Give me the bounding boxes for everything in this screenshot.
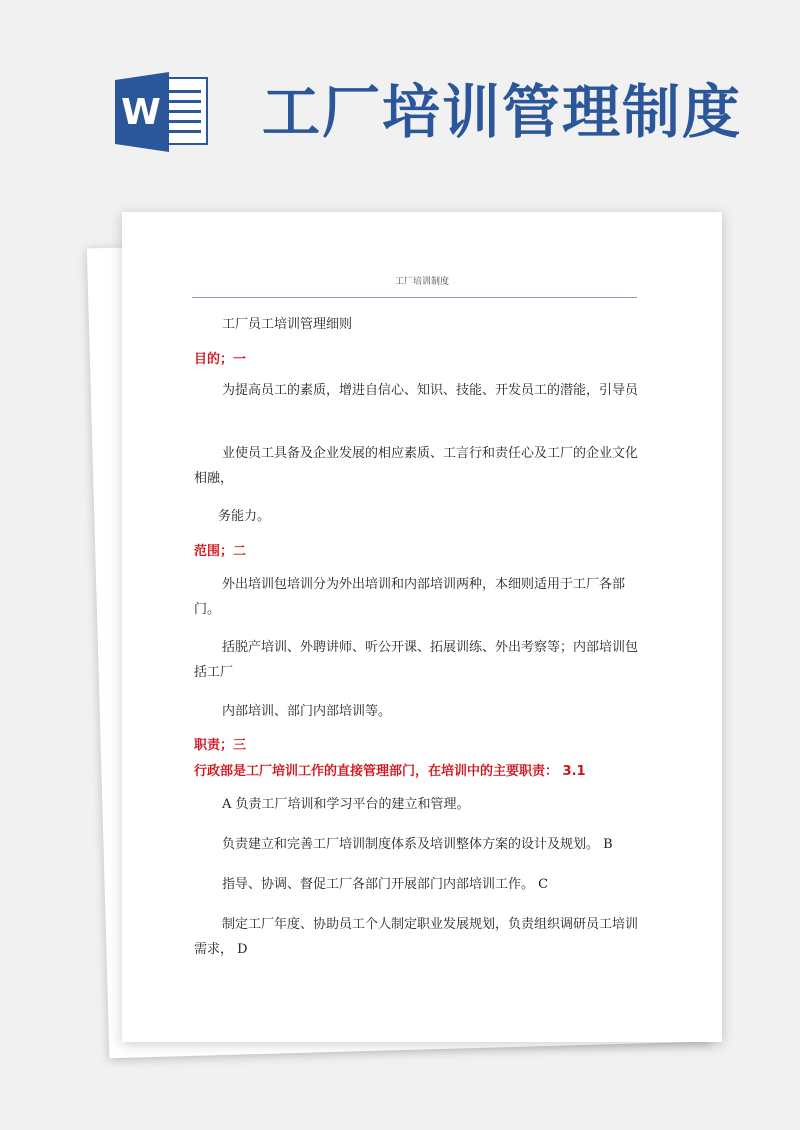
banner-title: 工厂培训管理制度 [262, 78, 743, 146]
scope-paragraph-3: 内部培训、部门内部培训等。 [222, 704, 392, 719]
purpose-paragraph-3: 务能力。 [218, 509, 271, 524]
duty-item-c: 指导、协调、督促工厂各部门开展部门内部培训工作。 C [222, 877, 549, 892]
duty-main-heading: 行政部是工厂培训工作的直接管理部门，在培训中的主要职责： 3.1 [194, 764, 586, 779]
purpose-paragraph-2: 业使员工具备及企业发展的相应素质、工言行和责任心及工厂的企业文化相融， [194, 446, 639, 486]
header-divider [192, 297, 637, 298]
purpose-paragraph-1: 为提高员工的素质，增进自信心、知识、技能、开发员工的潜能，引导员 [222, 383, 639, 398]
document-title: 工厂员工培训管理细则 [222, 317, 353, 332]
duty-item-a: A 负责工厂培训和学习平台的建立和管理。 [222, 797, 470, 812]
banner [0, 0, 800, 190]
word-icon-letter: W [121, 92, 161, 133]
document-page [122, 212, 722, 1042]
page-header: 工厂培训制度 [394, 277, 449, 287]
section-heading-purpose: 目的；一 [194, 352, 247, 367]
word-document-icon [113, 72, 213, 152]
section-heading-duty: 职责；三 [194, 738, 247, 753]
duty-item-d: 制定工厂年度、协助员工个人制定职业发展规划，负责组织调研员工培训需求， D [194, 917, 639, 957]
section-heading-scope: 范围；二 [194, 544, 247, 559]
scope-paragraph-1: 外出培训包培训分为外出培训和内部培训两种，本细则适用于工厂各部门。 [194, 577, 626, 617]
duty-item-b: 负责建立和完善工厂培训制度体系及培训整体方案的设计及规划。 B [222, 837, 613, 852]
scope-paragraph-2: 括脱产培训、外聘讲师、听公开课、拓展训练、外出考察等；内部培训包括工厂 [194, 640, 639, 680]
